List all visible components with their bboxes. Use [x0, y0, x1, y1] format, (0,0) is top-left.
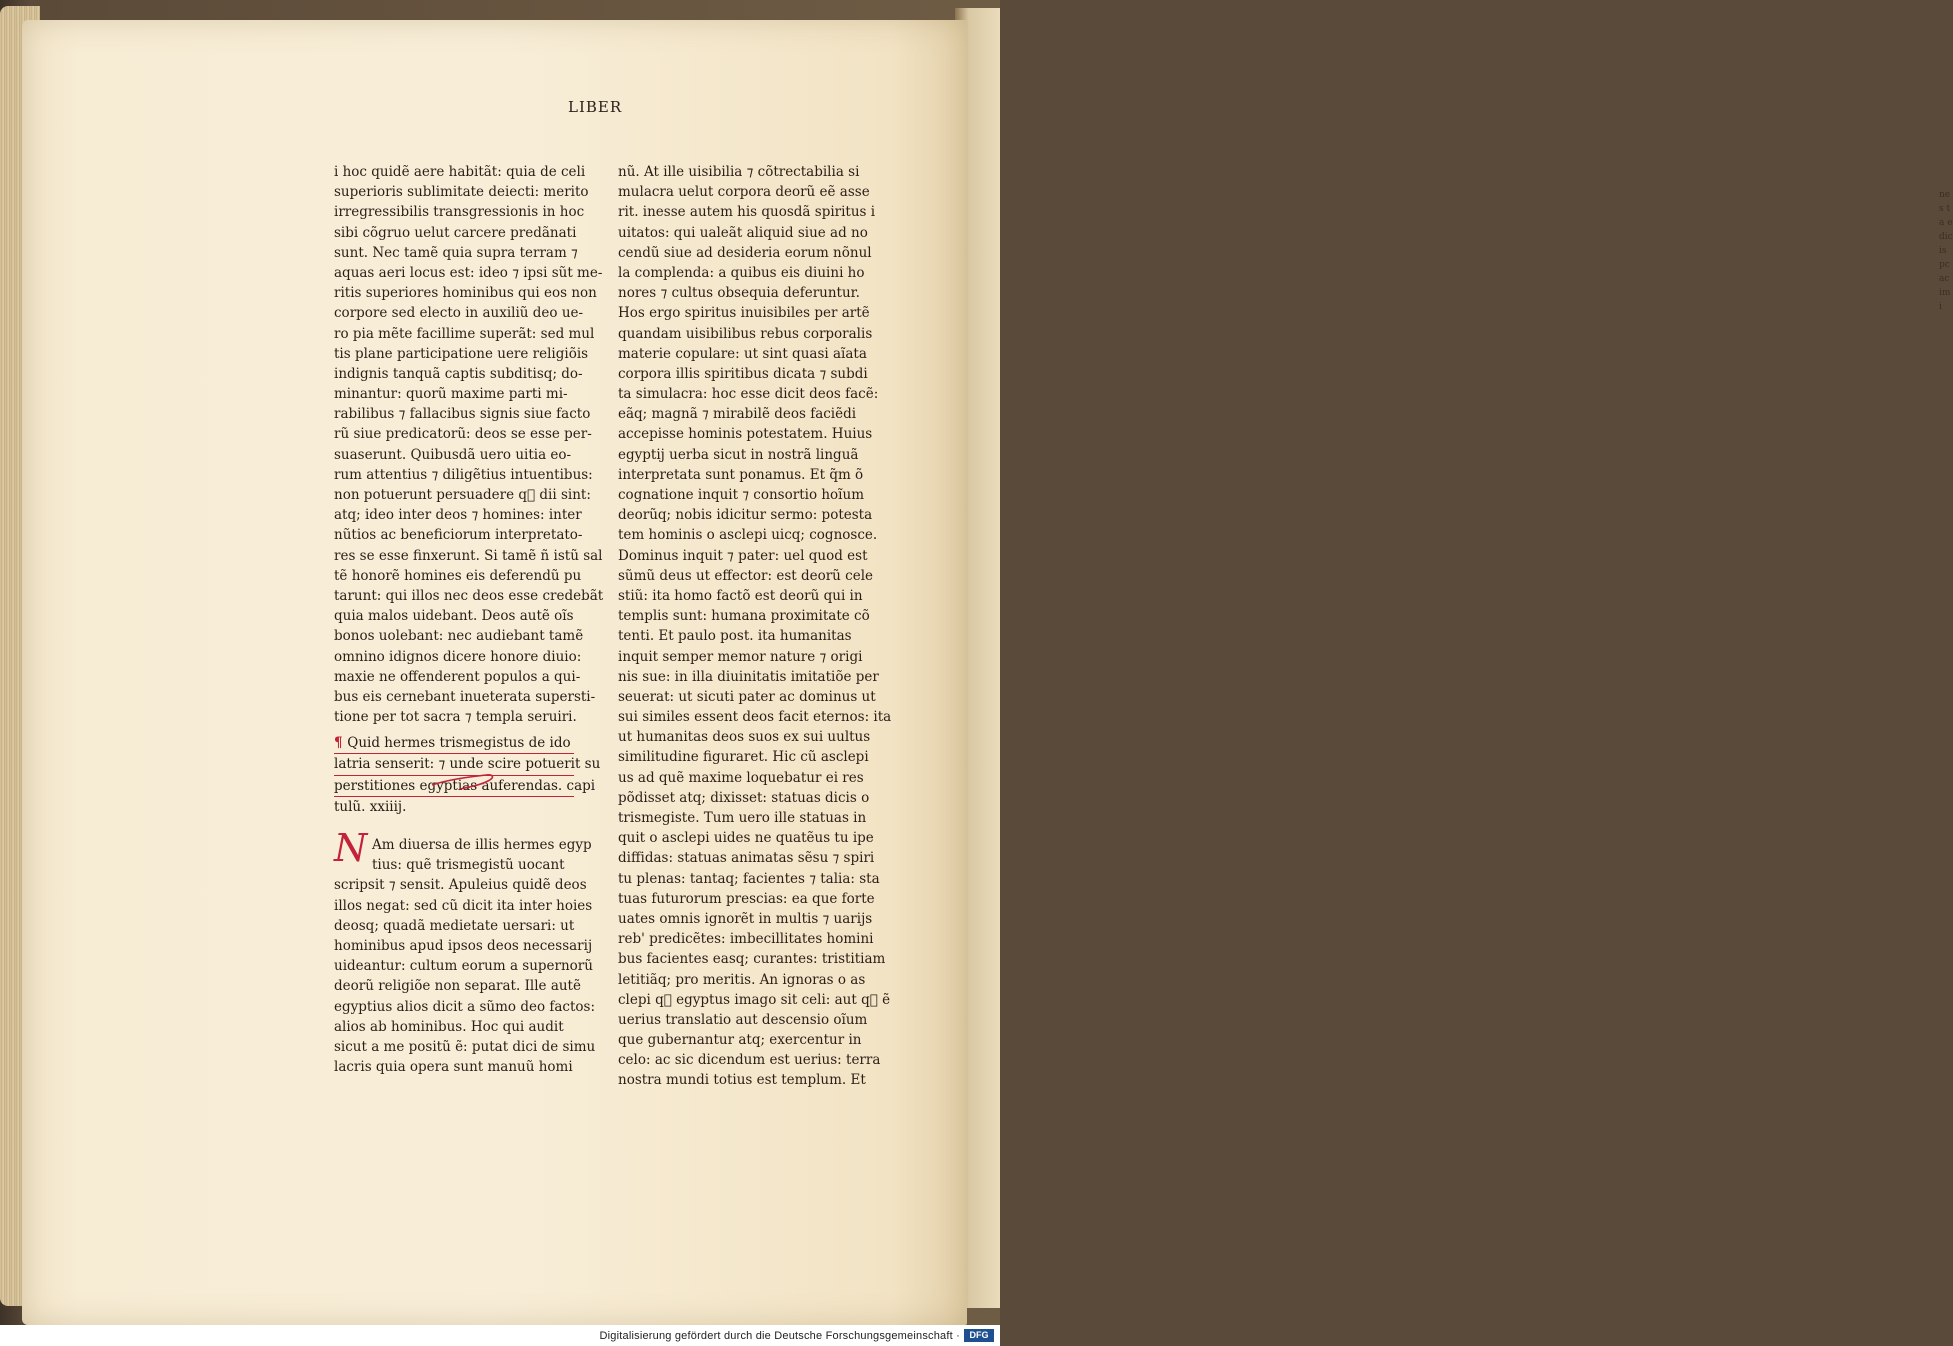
dfg-logo: DFG: [964, 1329, 994, 1342]
text-line: ro pia mẽte facillime superãt: sed mul: [334, 325, 595, 342]
text-line: trismegiste. Tum uero ille statuas in: [618, 810, 867, 826]
text-line: mulacra uelut corpora deorũ eẽ asse: [618, 184, 870, 201]
text-line: accepisse hominis potestatem. Huius: [618, 426, 873, 443]
line-text: sicut a me positũ ẽ: putat dici de simu: [334, 1038, 596, 1055]
line-text: egyptius alios dicit a sũmo deo factos:: [334, 998, 596, 1015]
text-line: [334, 956, 593, 976]
text-line: stiũ: ita homo factõ est deorũ qui in: [618, 587, 863, 604]
text-line: materie copulare: ut sint quasi aĩata: [618, 345, 867, 362]
text-line: reb' predicẽtes: imbecillitates homini: [618, 931, 874, 948]
running-head: LIBER: [568, 98, 623, 116]
text-line: que gubernantur atq; exercentur in: [618, 1032, 862, 1049]
text-line: superioris sublimitate deiecti: merito: [334, 184, 589, 201]
line-text: tius: quẽ trismegistũ uocant: [372, 857, 565, 874]
text-line: interpretata sunt ponamus. Et q̃m õ: [618, 466, 864, 483]
text-line: [334, 997, 596, 1017]
line-text: deosq; quadã medietate uersari: ut: [334, 917, 575, 934]
text-line: [334, 875, 587, 895]
text-line: aquas aeri locus est: ideo ⁊ ipsi sũt me-: [334, 264, 603, 281]
text-line: nores ⁊ cultus obsequia deferuntur.: [618, 285, 860, 302]
text-line: bonos uolebant: nec audiebant tamẽ: [334, 628, 584, 645]
line-text: scripsit ⁊ sensit. Apuleius quidẽ deos: [334, 877, 587, 894]
heading-line: tulũ. xxiiij.: [334, 798, 407, 815]
line-text: deorũ religiõe non separat. Ille autẽ: [334, 978, 581, 995]
pilcrow-icon: ¶: [334, 735, 348, 752]
text-line: tem hominis o asclepi uicq; cognosce.: [618, 527, 878, 544]
text-line: sibi cõgruo uelut carcere predãnati: [334, 224, 577, 241]
text-line: minantur: quorũ maxime parti mi-: [334, 386, 568, 403]
text-line: letitiãq; pro meritis. An ignoras o as: [618, 971, 866, 988]
text-line: Hos ergo spiritus inuisibiles per artẽ: [618, 305, 870, 322]
footer-credit: Digitalisierung gefördert durch die Deutsche Forschungsgemeinschaft ·: [599, 1330, 960, 1342]
text-line: egyptij uerba sicut in nostrã linguã: [618, 446, 859, 463]
red-flourish: [430, 765, 500, 793]
text-line: rit. inesse autem his quosdã spiritus i: [618, 204, 876, 221]
text-line: sunt. Nec tamẽ quia supra terram ⁊: [334, 244, 578, 261]
facing-page-text: nes ta e dicis pc ac imi: [1939, 190, 1953, 312]
text-line: non potuerunt persuadere q᷑ dii sint:: [334, 487, 591, 503]
line-text: illos negat: sed cũ dicit ita inter hoies: [334, 897, 593, 914]
text-line: rũ siue predicatorũ: deos se esse per-: [334, 426, 592, 443]
right-column: [618, 162, 892, 1091]
text-line: celo: ac sic dicendum est uerius: terra: [618, 1052, 881, 1069]
heading-line: perstitiones egyptias auferendas. capi: [334, 776, 574, 797]
line-text: Am diuersa de illis hermes egyp: [372, 837, 592, 853]
text-line: [334, 936, 593, 956]
text-line: [334, 916, 574, 936]
text-line: tẽ honorẽ homines eis deferendũ pu: [334, 567, 582, 584]
text-line: uates omnis ignorẽt in multis ⁊ uarijs: [618, 910, 873, 927]
text-line: [334, 1017, 574, 1037]
text-line: quit o asclepi uides ne quatẽus tu ipe: [618, 830, 874, 847]
text-line: irregressibilis transgressionis in hoc: [334, 204, 585, 221]
text-line: rabilibus ⁊ fallacibus signis siue facto: [334, 406, 591, 423]
text-line: bus facientes easq; curantes: tristitiam: [618, 951, 886, 968]
chapter-body: [334, 826, 596, 1077]
text-line: ritis superiores hominibus qui eos non: [334, 285, 597, 302]
text-line: tenti. Et paulo post. ita humanitas: [618, 628, 852, 645]
text-line: nis sue: in illa diuinitatis imitatiõe per: [618, 668, 879, 685]
text-line: tis plane participatione uere religiõis: [334, 345, 589, 362]
text-line: tarunt: qui illos nec deos esse credebãt: [334, 587, 604, 604]
text-line: atq; ideo inter deos ⁊ homines: inter: [334, 507, 582, 524]
text-line: deorũq; nobis idicitur sermo: potesta: [618, 507, 873, 524]
text-line: cendũ siue ad desideria eorum nõnul: [618, 244, 872, 261]
text-line: la complenda: a quibus eis diuini ho: [618, 264, 865, 281]
text-line: tu plenas: tantaq; facientes ⁊ talia: sta: [618, 870, 880, 887]
text-line: [334, 976, 581, 996]
text-line: res se esse finxerunt. Si tamẽ ñ istũ sal: [334, 547, 603, 564]
text-line: seuerat: ut sicuti pater ac dominus ut: [618, 688, 876, 705]
line-text: lacris quia opera sunt manuũ homi: [334, 1059, 573, 1076]
text-line: diffidas: statuas animatas sẽsu ⁊ spiri: [618, 850, 875, 867]
text-line: eãq; magnã ⁊ mirabilẽ deos faciẽdi: [618, 406, 857, 423]
text-line: corpora illis spiritibus dicata ⁊ subdi: [618, 365, 868, 382]
text-line: us ad quẽ maxime loquebatur ei res: [618, 769, 864, 786]
left-column-body: [334, 162, 604, 727]
text-line: uitatos: qui ualeãt aliquid siue ad no: [618, 224, 868, 241]
text-line: sũmũ deus ut effector: est deorũ cele: [618, 567, 874, 584]
text-line: nũ. At ille uisibilia ⁊ cõtrectabilia si: [618, 164, 860, 180]
heading-line: ¶ Quid hermes trismegistus de ido: [334, 733, 574, 754]
text-line: cognatione inquit ⁊ consortio hoĩum: [618, 487, 864, 503]
text-line: [334, 1057, 574, 1077]
text-line: põdisset atq; dixisset: statuas dicis o: [618, 789, 870, 806]
text-line: omnino idignos dicere honore diuio:: [334, 648, 582, 665]
line-text: hominibus apud ipsos deos necessarij: [334, 937, 593, 954]
text-line: [334, 896, 593, 916]
text-line: clepi q᷑ egyptus imago sit celi: aut q᷑ ẽ: [618, 991, 891, 1008]
left-column: [334, 162, 604, 1077]
text-line: maxie ne offenderent populos a qui-: [334, 668, 581, 685]
text-line: sui similes essent deos facit eternos: ita: [618, 709, 892, 726]
text-line: similitudine figuraret. Hic cũ asclepi: [618, 749, 869, 766]
red-initial: N: [334, 826, 368, 870]
text-line: inquit semper memor nature ⁊ origi: [618, 648, 863, 665]
text-line: templis sunt: humana proximitate cõ: [618, 608, 870, 625]
text-line: indignis tanquã captis subditisq; do-: [334, 365, 583, 382]
text-line: quandam uisibilibus rebus corporalis: [618, 325, 873, 342]
text-line: ut humanitas deos suos ex sui uultus: [618, 729, 871, 746]
text-line: tione per tot sacra ⁊ templa seruiri.: [334, 709, 577, 726]
text-line: quia malos uidebant. Deos autẽ oĩs: [334, 608, 574, 625]
text-line: i hoc quidẽ aere habitãt: quia de celi: [334, 164, 586, 180]
text-line: rum attentius ⁊ diligẽtius intuentibus:: [334, 466, 593, 483]
text-line: corpore sed electo in auxiliũ deo ue-: [334, 305, 584, 322]
text-line: Dominus inquit ⁊ pater: uel quod est: [618, 547, 868, 564]
text-line: [334, 855, 574, 875]
text-line: uerius translatio aut descensio oĩum: [618, 1011, 868, 1028]
text-line: nostra mundi totius est templum. Et: [618, 1072, 866, 1089]
text-line: suaserunt. Quibusdã uero uitia eo-: [334, 446, 572, 463]
text-line: tuas futurorum prescias: ea que forte: [618, 890, 875, 907]
text-line: nũtios ac beneficiorum interpretato-: [334, 527, 583, 544]
heading-line: latria senserit: ⁊ unde scire potuerit su: [334, 754, 574, 775]
line-text: alios ab hominibus. Hoc qui audit: [334, 1018, 564, 1035]
text-line: bus eis cernebant inueterata supersti-: [334, 688, 596, 705]
line-text: uideantur: cultum eorum a supernorũ: [334, 958, 593, 975]
text-line: [334, 1037, 596, 1057]
text-line: ta simulacra: hoc esse dicit deos facẽ:: [618, 386, 879, 403]
